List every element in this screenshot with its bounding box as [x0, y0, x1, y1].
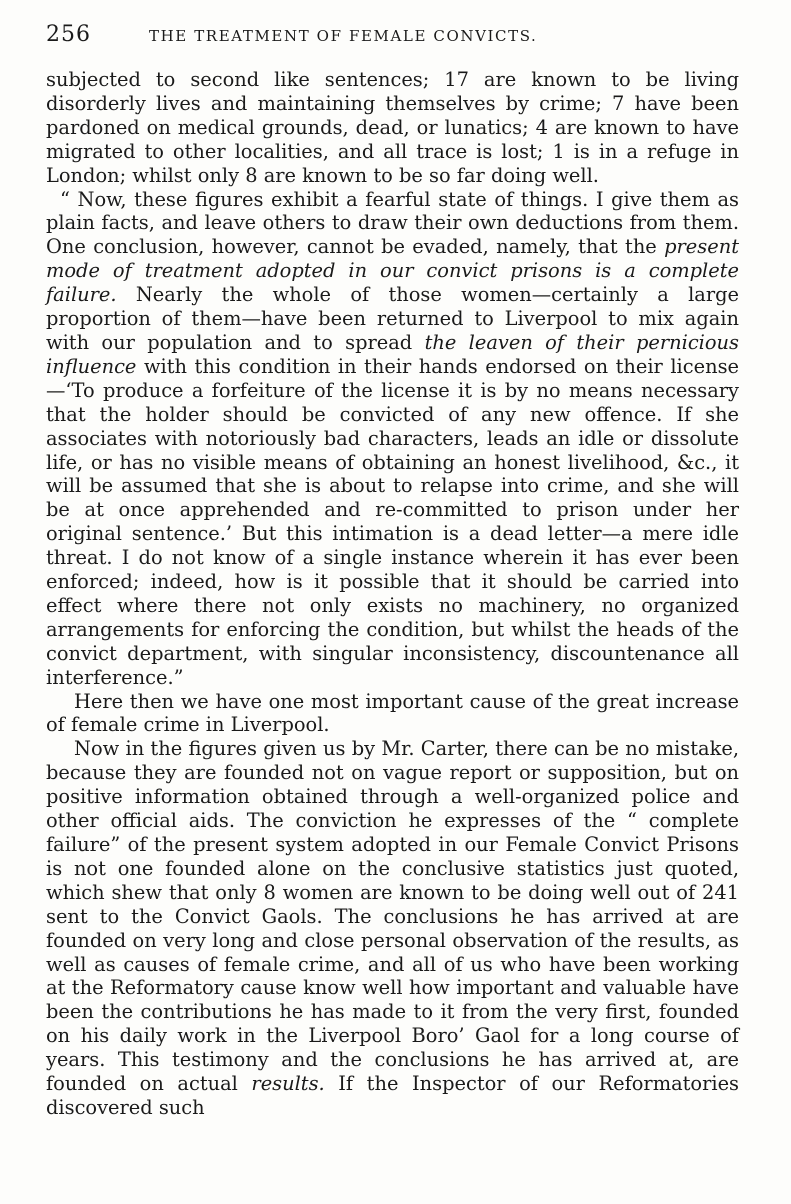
paragraph-1 — [46, 68, 739, 188]
paragraph-3 — [46, 690, 739, 738]
italic-segment: present mode of treatment adopted in our convict prisons is a complete failure. — [46, 235, 739, 307]
page-number: 256 — [46, 22, 91, 47]
body-text — [46, 68, 739, 1120]
text-segment: Now in the figures given us by Mr. Carter, there can be no mistake, because they are founded not on vague report or supposition, but on positive information obtained through a well-organized police and other official aids. The conviction he expresses of the “ complete failure” of the present system adopted in our Female Convict Prisons is not one founded alone on the conclusive statistics just quoted, which shew that only 8 women are known to be doing well out of 241 sent to the Convict Gaols. The conclusions he has arrived at are founded on very long and close personal observation of the results, as well as causes of female crime, and all of us who have been working at the Reformatory cause know well how important and valuable have been the contributions he has made to it from the very first, founded on his daily work in the Liverpool Boro’ Gaol for a long course of years. This testimony and the conclusions he has arrived at, are founded on actual — [46, 737, 739, 1096]
text-segment: “ Now, these figures exhibit a fearful state of things. I give them as plain facts, and leave others to draw their own deductions from them. One conclusion, however, cannot be evaded, namely, that the — [46, 187, 739, 259]
running-title: THE TREATMENT OF FEMALE CONVICTS. — [149, 27, 538, 45]
italic-segment: the leaven of their pernicious influence — [46, 330, 739, 378]
text-segment: Nearly the whole of those women—certainly a large proportion of them—have been returned to Liverpool to mix again with our population and to spread — [46, 283, 739, 354]
text-segment: with this condition in their hands endorsed on their license—‘To produce a forfeiture of the license it is by no means necessary that the holder should be convicted of any new offence. If she associates with notoriously bad characters, leads an idle or dissolute life, or has no visible means of obtaining an honest livelihood, &c., it will be assumed that she is about to relapse into crime, and she will be at once apprehended and re-committed to prison under her original sentence.’ But this intimation is a dead letter—a mere idle threat. I do not know of a single instance wherein it has ever been enforced; indeed, how is it possible that it should be carried into effect where there not only exists no machinery, no organized arrangements for enforcing the condition, but whilst the heads of the convict department, with singular inconsistency, discountenance all interference.” — [46, 354, 739, 689]
text-segment: If the Inspector of our Reformatories discovered such — [46, 1072, 739, 1119]
paragraph-4 — [46, 737, 739, 1120]
italic-segment: results. — [251, 1072, 325, 1096]
paragraph-2 — [46, 188, 739, 690]
text-segment: Here then we have one most important cause of the great increase of female crime in Liverpool. — [46, 689, 739, 737]
text-segment: subjected to second like sentences; 17 are known to be living disorderly lives and maintaining themselves by crime; 7 have been pardoned on medical grounds, dead, or lunatics; 4 are known to have migrated to other localities, and all trace is lost; 1 is in a refuge in London; whilst only 8 are known to be so far doing well. — [46, 68, 739, 187]
page-header — [46, 22, 739, 62]
